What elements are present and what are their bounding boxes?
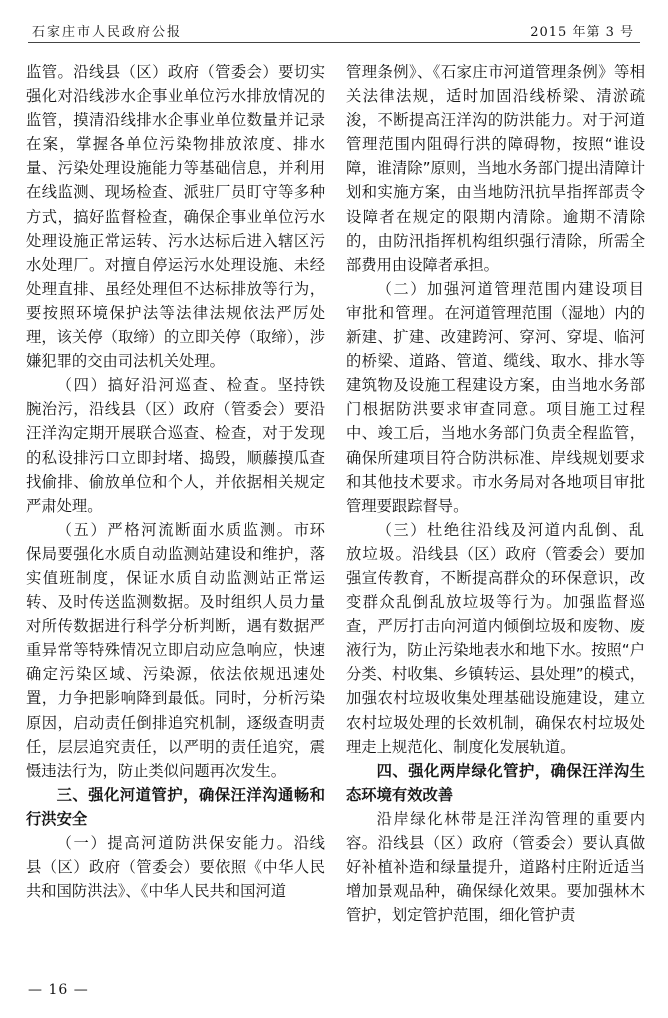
section-heading: 四、强化两岸绿化管护，确保汪洋沟生态环境有效改善 (346, 761, 645, 804)
paragraph (26, 831, 325, 903)
paragraph (346, 518, 645, 759)
right-column (346, 60, 645, 927)
paragraph (26, 518, 325, 783)
subsection-title: （二）加强河道管理范围内建设项目审批和管理。 (346, 279, 645, 322)
paragraph-body: 沿线县（区）政府（管委会）要依照《中华人民共和国防洪法》、《中华人民共和国河道 (26, 834, 325, 901)
paragraph (346, 277, 645, 518)
publication-title: 石家庄市人民政府公报 (32, 25, 183, 40)
subsection-title: （三）杜绝往沿线及河道内乱倒、乱放垃圾。 (346, 520, 645, 563)
section-heading: 三、强化河道管护，确保汪洋沟通畅和行洪安全 (26, 785, 325, 828)
subsection-title: （四）搞好沿河巡查、检查。 (56, 376, 278, 395)
paragraph-body: 坚持铁腕治污，沿线县（区）政府（管委会）要沿汪洋沟定期开展联合巡查、检查，对于发现的私设排污口立即封堵、捣毁，顺藤摸瓜查找偷排、偷放单位和个人，并依据相关规定严肃处理。 (26, 376, 325, 515)
paragraph: 管理条例》、《石家庄市河道管理条例》等相关法律法规，适时加固沿线桥梁、清淤疏浚，不断提高汪洋沟的防洪能力。对于河道管理范围内阻碍行洪的障碍物，按照“谁设障，谁清除”原则，当地水务部门提出清障计划和实施方案，由当地防汛抗旱指挥部责令设障者在规定的限期内清除。逾期不清除的，由防汛指挥机构组织强行清除，所需全部费用由设障者承担。 (346, 63, 645, 274)
paragraph-body: 在河道管理范围（湿地）内的新建、扩建、改建跨河、穿河、穿堤、临河的桥梁、道路、管道、缆线、取水、排水等建筑物及设施工程建设方案，由当地水务部门根据防洪要求审查同意。项目施工过程中、竣工后，当地水务部门负责全程监管，确保所建项目符合防洪标准、岸线规划要求和其他技术要求。市水务局对各地项目审批管理要跟踪督导。 (346, 303, 645, 515)
issue-number: 2015 年第 3 号 (530, 25, 634, 40)
paragraph-body: 沿线县（区）政府（管委会）要加强宣传教育，不断提高群众的环保意识，改变群众乱倒乱放垃圾等行为。加强监督巡查，严厉打击向河道内倾倒垃圾和废物、废液行为，防止污染地表水和地下水。按照“户分类、村收集、乡镇转运、县处理”的模式，加强农村垃圾收集处理基础设施建设，建立农村垃圾处理的长效机制，确保农村垃圾处理走上规范化、制度化发展轨道。 (346, 544, 645, 756)
page-header (28, 20, 640, 43)
paragraph (26, 373, 325, 518)
paragraph: 沿岸绿化林带是汪洋沟管理的重要内容。沿线县（区）政府（管委会）要认真做好补植补造和绿量提升，道路村庄附近适当增加景观品种，确保绿化效果。要加强林木管护，划定管护范围，细化管护责 (346, 809, 645, 925)
subsection-title: （一）提高河道防洪保安能力。 (56, 834, 294, 852)
page-number: — 16 — (28, 982, 89, 998)
left-column (26, 60, 325, 903)
paragraph: 监管。沿线县（区）政府（管委会）要切实强化对沿线涉水企事业单位污水排放情况的监管，摸清沿线排水企事业单位数量并记录在案，掌握各单位污染物排放浓度、排水量、污染处理设施能力等基础信息，并利用在线监测、现场检查、派驻厂员盯守等多种方式，搞好监督检查，确保企事业单位污水处理设施正常运转、污水达标后进入辖区污水处理厂。对擅自停运污水处理设施、未经处理直排、虽经处理但不达标排放等行为，要按照环境保护法等法律法规依法严厉处理，该关停（取缔）的立即关停（取缔），涉嫌犯罪的交由司法机关处理。 (26, 63, 325, 371)
subsection-title: （五）严格河流断面水质监测。 (56, 520, 294, 539)
paragraph-body: 市环保局要强化水质自动监测站建设和维护，落实值班制度，保证水质自动监测站正常运转、及时传送监测数据。及时组织人员力量对所传数据进行科学分析判断，遇有数据严重异常等特殊情况立即启动应急响应，快速确定污染区域、污染源，依法依规迅速处置，力争把影响降到最低。同时，分析污染原因，启动责任倒排追究机制，逐级查明责任，层层追究责任，以严明的责任追究，震慑违法行为，防止类似问题再次发生。 (26, 520, 325, 780)
